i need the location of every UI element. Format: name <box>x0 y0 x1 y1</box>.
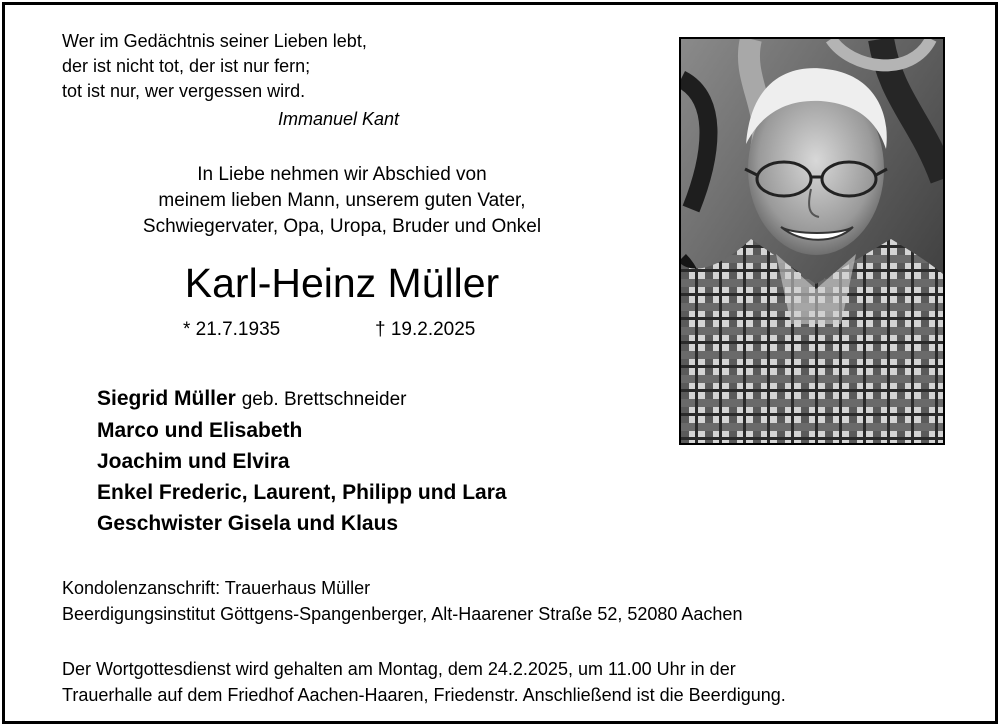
quote-author: Immanuel Kant <box>278 109 400 129</box>
deceased-name: Karl-Heinz Müller <box>184 260 500 306</box>
service-line: Der Wortgottesdienst wird gehalten am Montag, dem 24.2.2025, um 11.00 Uhr in der <box>62 659 736 679</box>
intro-text <box>62 162 622 240</box>
portrait-photo <box>679 37 945 445</box>
intro-line: Schwiegervater, Opa, Uropa, Bruder und Onkel <box>142 216 542 237</box>
address-line: Beerdigungsinstitut Göttgens-Spangenberger, Alt-Haarener Straße 52, 52080 Aachen <box>62 604 743 624</box>
intro-line: meinem lieben Mann, unserem guten Vater, <box>158 190 526 211</box>
quote-line: tot ist nur, wer vergessen wird. <box>62 81 306 101</box>
family-row: Enkel Frederic, Laurent, Philipp und Lara <box>97 481 507 504</box>
spouse-name: Siegrid Müller <box>97 387 236 410</box>
family-row-spouse <box>97 383 507 415</box>
quote-line: Wer im Gedächtnis seiner Lieben lebt, <box>62 31 367 51</box>
intro-line: In Liebe nehmen wir Abschied von <box>197 164 487 185</box>
death-date: † 19.2.2025 <box>375 319 476 340</box>
family-row: Joachim und Elvira <box>97 450 290 473</box>
portrait-image <box>681 39 943 443</box>
quote-block <box>62 29 367 104</box>
service-line: Trauerhalle auf dem Friedhof Aachen-Haaren, Friedenstr. Anschließend ist die Beerdigung. <box>62 685 786 705</box>
address-line: Kondolenzanschrift: Trauerhaus Müller <box>62 578 371 598</box>
service-info <box>62 656 786 708</box>
family-row: Geschwister Gisela und Klaus <box>97 512 399 535</box>
condolence-address <box>62 575 742 627</box>
family-row: Marco und Elisabeth <box>97 419 303 442</box>
family-list <box>97 383 507 539</box>
birth-date: * 21.7.1935 <box>183 319 281 340</box>
quote-line: der ist nicht tot, der ist nur fern; <box>62 56 311 76</box>
spouse-maiden-name: geb. Brettschneider <box>241 389 407 410</box>
obituary-card <box>2 2 998 724</box>
